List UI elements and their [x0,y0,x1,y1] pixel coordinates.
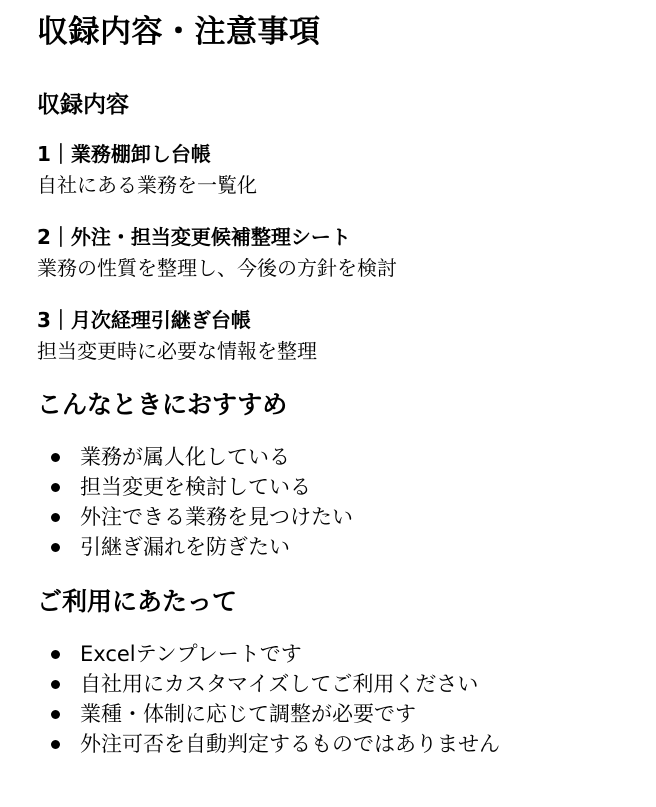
bullet-icon [51,453,60,462]
content-item-title: 2｜外注・担当変更候補整理シート [37,225,351,249]
list-item: 引継ぎ漏れを防ぎたい [51,532,656,562]
list-item: 担当変更を検討している [51,472,656,502]
content-item-desc: 自社にある業務を一覧化 [37,173,257,197]
list-item: 自社用にカスタマイズしてご利用ください [51,669,656,699]
bullet-icon [51,513,60,522]
bullet-icon [51,543,60,552]
list-item: 業務が属人化している [51,442,656,472]
bullet-icon [51,483,60,492]
page-title: 収録内容・注意事項 [37,14,321,50]
content-item-desc: 業務の性質を整理し、今後の方針を検討 [37,256,397,280]
bullet-icon [51,650,60,659]
content-item [37,223,656,282]
content-item-title: 1｜業務棚卸し台帳 [37,142,211,166]
contents-heading: 収録内容 [37,92,129,118]
content-item-title: 3｜月次経理引継ぎ台帳 [37,308,251,332]
usage-list [37,639,656,759]
list-item: 業種・体制に応じて調整が必要です [51,699,656,729]
recommend-heading: こんなときにおすすめ [37,390,288,419]
bullet-icon [51,680,60,689]
list-item: Excelテンプレートです [51,639,656,669]
usage-heading: ご利用にあたって [37,587,238,616]
list-item: 外注可否を自動判定するものではありません [51,729,656,759]
bullet-icon [51,710,60,719]
content-item [37,306,656,365]
list-item: 外注できる業務を見つけたい [51,502,656,532]
bullet-icon [51,740,60,749]
content-item-desc: 担当変更時に必要な情報を整理 [37,339,317,363]
recommend-list [37,442,656,562]
content-item [37,140,656,199]
